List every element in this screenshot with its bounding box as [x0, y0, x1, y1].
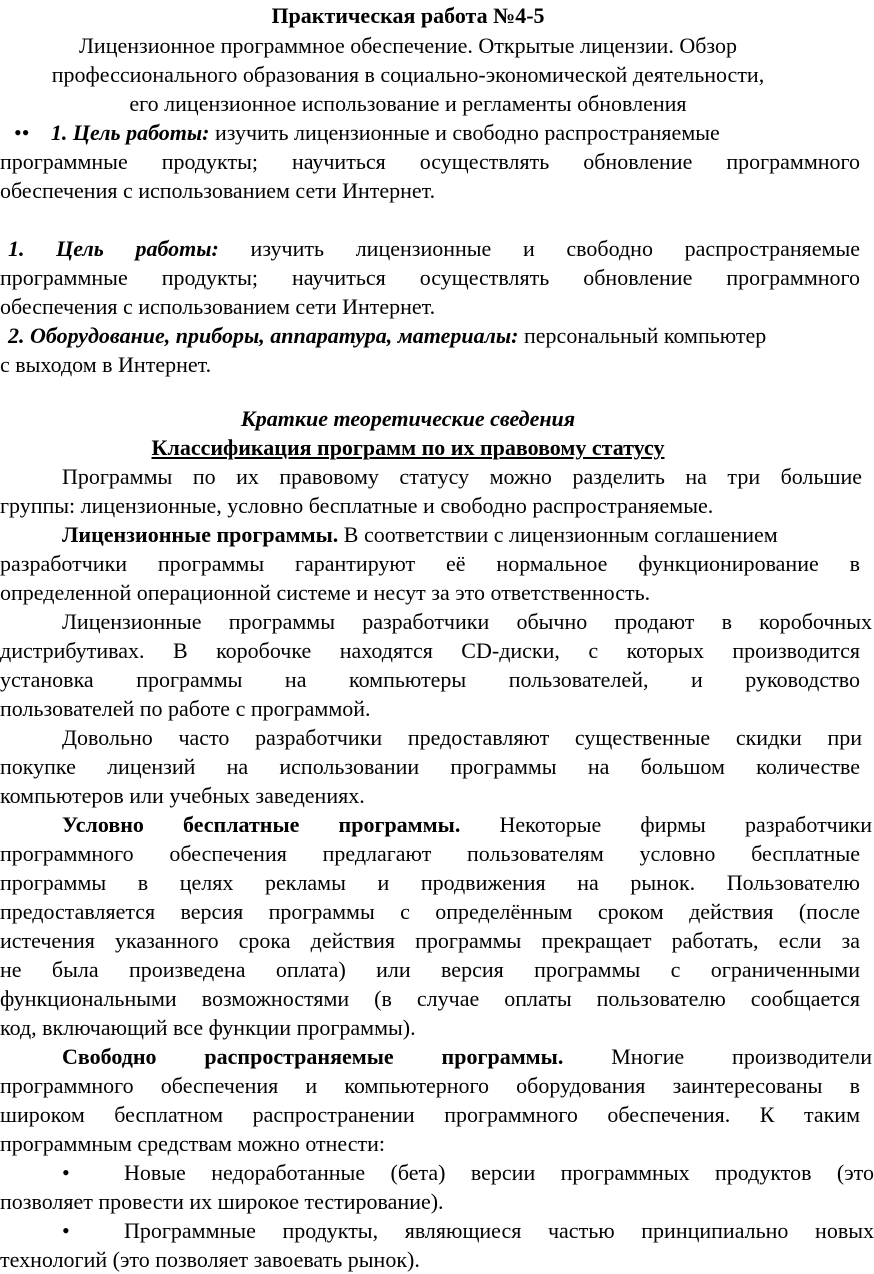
- licensed-text: В соответствии с лицензионным соглашением: [338, 522, 778, 547]
- boxed-line-4: пользователей по работе с программой.: [0, 696, 371, 721]
- equipment-line-1: [8, 322, 766, 350]
- freeware-line-1: [62, 1043, 872, 1071]
- shareware-line-1: [62, 811, 872, 839]
- goal-2-line-1: [8, 235, 860, 263]
- page-title: Практическая работа №4-5: [271, 3, 545, 28]
- shareware-text: Некоторые фирмы разработчики: [460, 812, 872, 837]
- shareware-line-3: программы в целях рекламы и продвижения на рынок. Пользователю: [0, 870, 860, 895]
- equipment-label: 2. Оборудование, приборы, аппаратура, материалы:: [8, 323, 519, 348]
- licensed-line-2: разработчики программы гарантируют её нормальное функционирование в: [0, 551, 860, 576]
- subtitle-line-3: его лицензионное использование и регламенты обновления: [129, 91, 687, 116]
- intro-line-1: Программы по их правовому статусу можно разделить на три большие: [62, 464, 862, 489]
- list-bullet-icon: •: [62, 1218, 70, 1243]
- boxed-line-3: установка программы на компьютеры пользователей, и руководство: [0, 667, 860, 692]
- shareware-line-4: предоставляется версия программы с определённым сроком действия (после: [0, 899, 860, 924]
- freeware-text: Многие производители: [563, 1044, 872, 1069]
- shareware-line-7: функциональными возможностями (в случае оплаты пользователю сообщается: [0, 986, 860, 1011]
- equipment-text: персональный компьютер: [518, 323, 767, 348]
- intro-line-2: группы: лицензионные, условно бесплатные и свободно распространяемые.: [0, 493, 714, 518]
- list-item-2-line-2: технологий (это позволяет завоевать рынок).: [0, 1247, 420, 1272]
- licensed-line-1: [62, 521, 778, 549]
- licensed-label: Лицензионные программы.: [62, 522, 339, 547]
- licensed-line-3: определенной операционной системе и несут за это ответственность.: [0, 580, 651, 605]
- goal-2-line-3: обеспечения с использованием сети Интернет.: [0, 294, 436, 319]
- discounts-line-3: компьютеров или учебных заведениях.: [0, 783, 365, 808]
- shareware-line-5: истечения указанного срока действия программы прекращает работать, если за: [0, 928, 860, 953]
- shareware-line-2: программного обеспечения предлагают пользователям условно бесплатные: [0, 841, 860, 866]
- discounts-line-1: Довольно часто разработчики предоставляют существенные скидки при: [62, 725, 862, 750]
- boxed-line-2: дистрибутивах. В коробочке находятся CD-диски, с которых производится: [0, 638, 860, 663]
- freeware-label: Свободно распространяемые программы.: [62, 1044, 564, 1069]
- boxed-line-1: Лицензионные программы разработчики обычно продают в коробочных: [62, 609, 872, 634]
- goal-1-line-1: [14, 119, 720, 147]
- shareware-label: Условно бесплатные программы.: [62, 812, 461, 837]
- freeware-line-4: программным средствам можно отнести:: [0, 1131, 385, 1156]
- goal-1-text: изучить лицензионные и свободно распространяемые: [209, 120, 720, 145]
- list-bullet-icon: •: [62, 1160, 70, 1185]
- goal-1-line-3: обеспечения с использованием сети Интернет.: [0, 178, 436, 203]
- equipment-line-2: с выходом в Интернет.: [0, 352, 212, 377]
- subtitle-line-1: Лицензионное программное обеспечение. Открытые лицензии. Обзор: [79, 33, 737, 58]
- list-item-1-line-1: Новые недоработанные (бета) версии программных продуктов (это: [124, 1160, 874, 1185]
- list-item-1-line-2: позволяет провести их широкое тестирование).: [0, 1189, 444, 1214]
- list-item-2-line-1: Программные продукты, являющиеся частью принципиально новых: [124, 1218, 874, 1243]
- freeware-line-2: программного обеспечения и компьютерного оборудования заинтересованы в: [0, 1073, 860, 1098]
- goal-2-label: 1. Цель работы:: [8, 236, 219, 261]
- shareware-line-6: не была произведена оплата) или версия программы с ограниченными: [0, 957, 860, 982]
- subtitle-line-2: профессионального образования в социально-экономической деятельности,: [51, 62, 765, 87]
- theory-heading: Краткие теоретические сведения: [240, 406, 576, 431]
- discounts-line-2: покупке лицензий на использовании программы на большом количестве: [0, 754, 860, 779]
- goal-1-label: 1. Цель работы:: [50, 120, 210, 145]
- shareware-line-8: код, включающий все функции программы).: [0, 1015, 416, 1040]
- bullet-icon: ••: [14, 120, 30, 145]
- classification-heading: Классификация программ по их правовому статусу: [151, 435, 665, 460]
- goal-1-line-2: программные продукты; научиться осуществлять обновление программного: [0, 149, 860, 174]
- goal-2-text: изучить лицензионные и свободно распространяемые: [218, 236, 860, 261]
- goal-2-line-2: программные продукты; научиться осуществлять обновление программного: [0, 265, 860, 290]
- freeware-line-3: широком бесплатном распространении программного обеспечения. К таким: [0, 1102, 860, 1127]
